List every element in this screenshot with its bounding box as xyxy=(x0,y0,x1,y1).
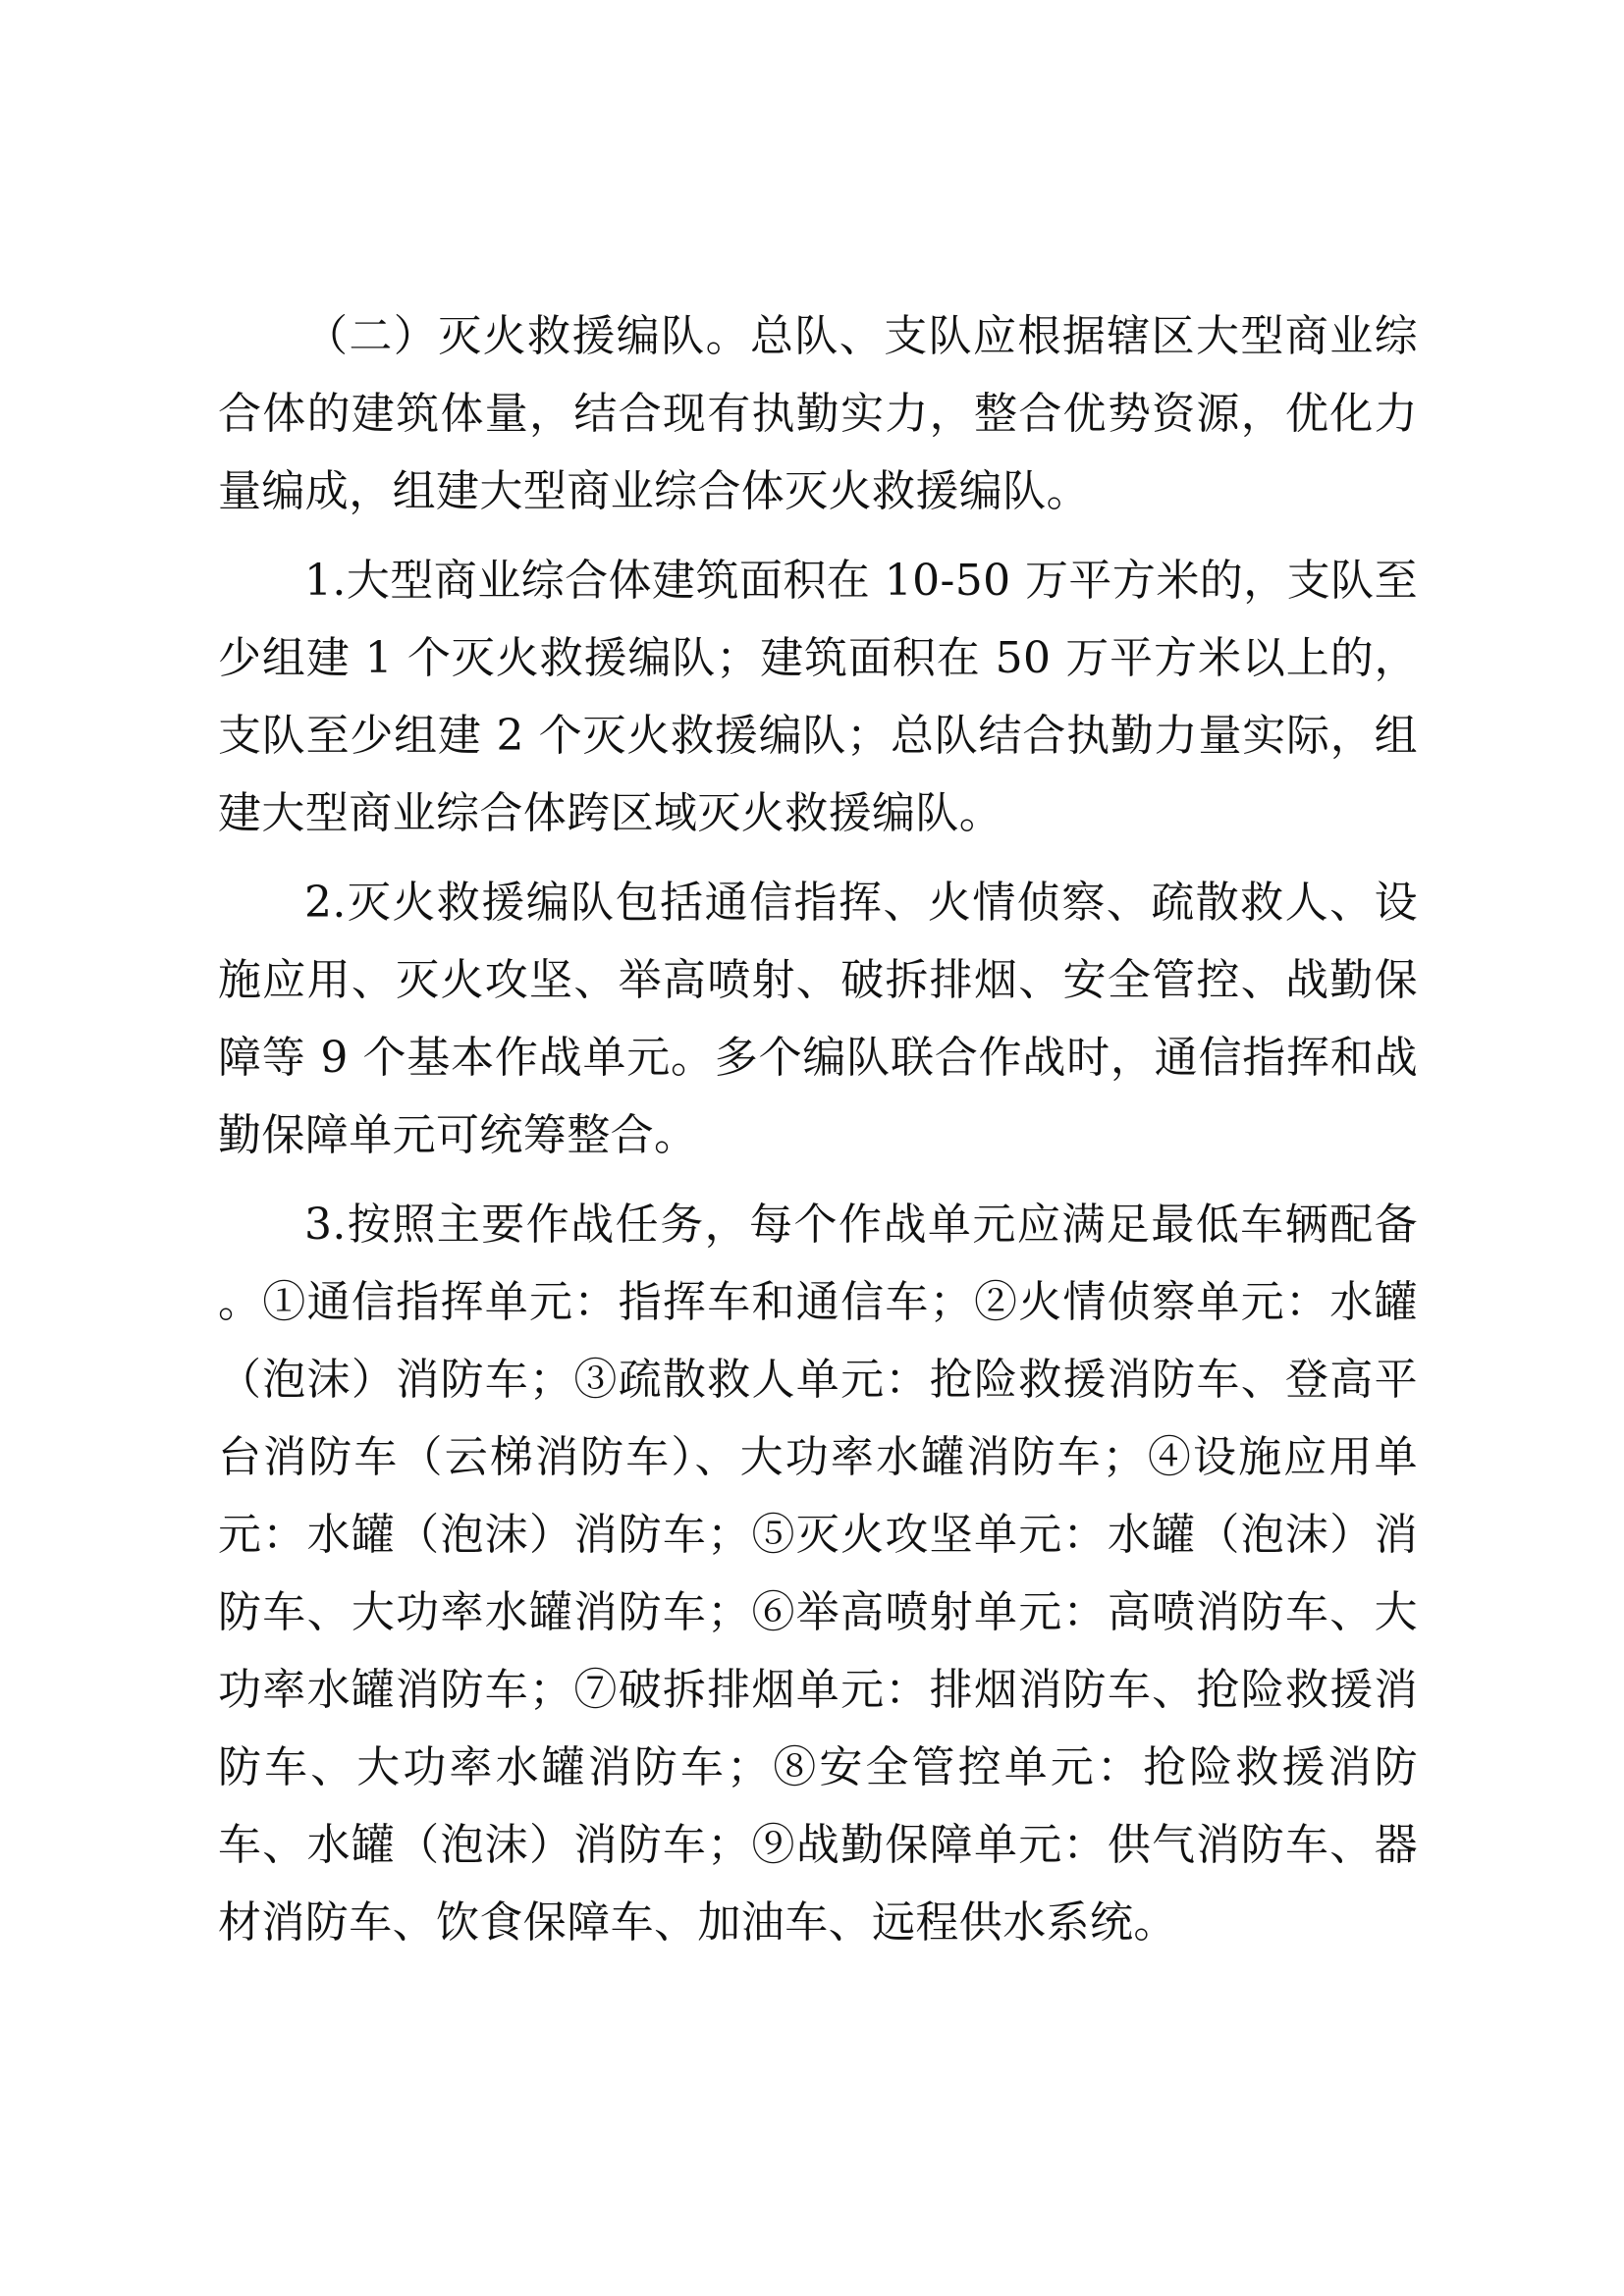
paragraph-fire-rescue-formation: （二）灭火救援编队。总队、支队应根据辖区大型商业综合体的建筑体量，结合现有执勤实力，整合优势资源，优化力量编成，组建大型商业综合体灭火救援编队。 xyxy=(218,311,1418,516)
paragraph-vehicle-requirements: 3.按照主要作战任务，每个作战单元应满足最低车辆配备 。①通信指挥单元：指挥车和通信车；②火情侦察单元：水罐（泡沫）消防车；③疏散救人单元：抢险救援消防车、登高平台消防车（云梯消防车）、大功率水罐消防车；④设施应用单元：水罐（泡沫）消防车；⑤灭火攻坚单元：水罐（泡沫）消防车、大功率水罐消防车；⑥举高喷射单元：高喷消防车、大功率水罐消防车；⑦破拆排烟单元：排烟消防车、抢险救援消防车、大功率水罐消防车；⑧安全管控单元：抢险救援消防车、水罐（泡沫）消防车；⑨战勤保障单元：供气消防车、器材消防车、饮食保障车、加油车、远程供水系统。 xyxy=(218,1200,1418,1948)
paragraph-formation-scale: 1.大型商业综合体建筑面积在 10-50 万平方米的，支队至少组建 1 个灭火救援编队；建筑面积在 50 万平方米以上的，支队至少组建 2 个灭火救援编队；总队结合执勤力量实际，组建大型商业综合体跨区域灭火救援编队。 xyxy=(218,556,1418,838)
paragraph-combat-units: 2.灭火救援编队包括通信指挥、火情侦察、疏散救人、设施应用、灭火攻坚、举高喷射、破拆排烟、安全管控、战勤保障等 9 个基本作战单元。多个编队联合作战时，通信指挥和战勤保障单元可统筹整合。 xyxy=(218,878,1418,1160)
document-body xyxy=(218,297,1418,1961)
